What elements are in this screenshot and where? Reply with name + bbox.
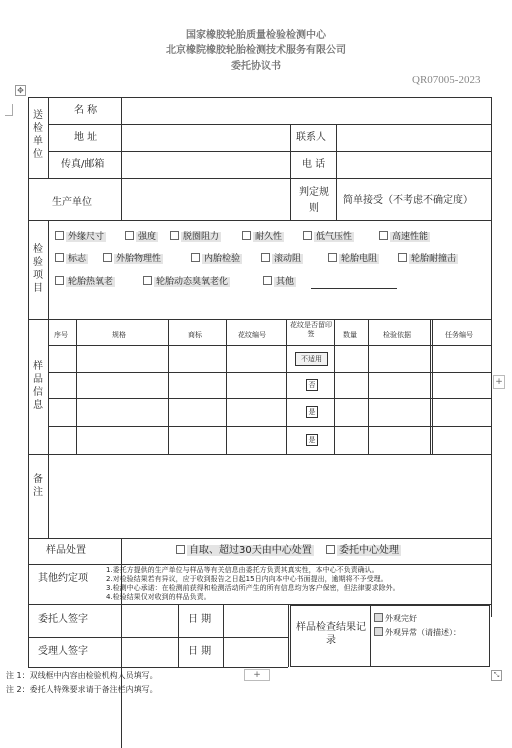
rule-value: 简单接受（不考虑不确定度）	[343, 195, 473, 206]
check-appearance-ok[interactable]: 外观完好	[374, 612, 417, 625]
address-label: 地 址	[74, 132, 98, 143]
other-blank-line	[311, 288, 397, 289]
checkbox[interactable]	[103, 253, 112, 262]
checkbox[interactable]	[125, 231, 134, 240]
receiver-date-label: 日 期	[188, 646, 212, 657]
producer-field[interactable]	[122, 179, 289, 219]
checkbox[interactable]	[326, 545, 335, 554]
doc-code: QR07005-2023	[412, 74, 481, 86]
fax-email-label: 传真/邮箱	[61, 159, 105, 170]
footnote-2: 注 2：委托人特殊要求请于备注栏内填写。	[6, 685, 158, 694]
remarks-field[interactable]	[49, 455, 490, 537]
company-name: 北京橡院橡胶轮胎检测技术服务有限公司	[166, 45, 346, 56]
checkbox[interactable]	[143, 276, 152, 285]
checkbox[interactable]	[263, 276, 272, 285]
remarks-label: 备注	[33, 474, 43, 498]
client-signature-field[interactable]	[122, 605, 177, 636]
checkbox[interactable]	[170, 231, 179, 240]
pattern-not-applicable[interactable]: 不适用	[295, 352, 328, 366]
address-field[interactable]	[122, 125, 289, 150]
producer-label: 生产单位	[52, 197, 92, 208]
col-basis: 检验依据	[383, 331, 411, 339]
other-term-3: 3.检测中心承诺：在检测前获得和检测活动所产生的所有信息均为客户保密，但法律要求除外。	[106, 584, 400, 592]
item-impact[interactable]: 轮胎耐撞击	[398, 253, 458, 266]
add-row-handle[interactable]: +	[244, 669, 270, 681]
checkbox[interactable]	[55, 276, 64, 285]
col-pattern-stamp: 花纹是否留印签	[290, 321, 332, 338]
col-task-no: 任务编号	[445, 331, 473, 339]
disposal-center[interactable]: 委托中心处理	[326, 544, 401, 557]
checkbox[interactable]	[303, 231, 312, 240]
checkbox[interactable]	[242, 231, 251, 240]
checkbox[interactable]	[328, 253, 337, 262]
check-appearance-abnormal[interactable]: 外观异常（请描述）：	[374, 626, 461, 639]
add-column-handle[interactable]: +	[493, 375, 505, 389]
disposal-label: 样品处置	[46, 545, 86, 556]
fax-email-field[interactable]	[122, 152, 289, 177]
item-strength[interactable]: 强度	[125, 231, 158, 244]
name-label: 名 称	[74, 105, 98, 116]
form-title: 委托协议书	[231, 61, 281, 72]
checkbox[interactable]	[374, 613, 383, 622]
checkbox[interactable]	[176, 545, 185, 554]
col-brand: 商标	[188, 331, 202, 339]
other-term-4: 4.检验结果仅对收到的样品负责。	[106, 593, 211, 601]
resize-handle[interactable]: ⤡	[491, 670, 502, 681]
other-terms-label: 其他约定项	[38, 573, 88, 584]
pattern-mark-row3[interactable]: 是	[306, 406, 318, 418]
client-signature-label: 委托人签字	[38, 614, 88, 625]
commission-form	[28, 97, 492, 667]
item-bead-unseating[interactable]: 脱圈阻力	[170, 231, 221, 244]
col-no: 序号	[54, 331, 68, 339]
item-inner-tube[interactable]: 内胎检验	[191, 253, 242, 266]
contact-field[interactable]	[337, 125, 490, 150]
center-name: 国家橡胶轮胎质量检验检测中心	[186, 30, 326, 41]
item-high-speed[interactable]: 高速性能	[379, 231, 430, 244]
footnote-1: 注 1：双线框中内容由检验机构人员填写。	[6, 671, 158, 680]
sample-section-label: 样品信息	[33, 361, 43, 411]
checkbox[interactable]	[374, 627, 383, 636]
checkbox[interactable]	[379, 231, 388, 240]
phone-label: 电 话	[302, 159, 326, 170]
other-term-2: 2.对检验结果若有异议，应于收到报告之日起15日内向本中心书面提出，逾期将不予受理。	[106, 575, 388, 583]
item-other[interactable]: 其他	[263, 276, 296, 289]
crop-mark	[5, 115, 13, 116]
test-items-section-label: 检验项目	[33, 244, 43, 294]
client-date-field[interactable]	[224, 605, 287, 636]
pattern-mark-row2[interactable]: 否	[306, 379, 318, 391]
checkbox[interactable]	[191, 253, 200, 262]
sender-section-label: 送检单位	[33, 110, 43, 160]
disposal-self-pickup[interactable]: 自取、超过30天由中心处置	[176, 544, 314, 557]
name-field[interactable]	[122, 98, 490, 123]
receiver-signature-label: 受理人签字	[38, 646, 88, 657]
col-spec: 规格	[112, 331, 126, 339]
rule-label: 判定规则	[299, 187, 329, 214]
checkbox[interactable]	[55, 231, 64, 240]
other-term-1: 1.委托方提供的生产单位与样品等有关信息由委托方负责其真实性，本中心不负责确认。	[106, 566, 379, 574]
col-pattern-no: 花纹编号	[238, 331, 266, 339]
item-endurance[interactable]: 耐久性	[242, 231, 284, 244]
item-rolling-resistance[interactable]: 滚动阻	[261, 253, 303, 266]
col-quantity: 数量	[343, 331, 357, 339]
item-marking[interactable]: 标志	[55, 253, 88, 266]
receiver-date-field[interactable]	[224, 638, 287, 666]
checkbox[interactable]	[261, 253, 270, 262]
item-physical[interactable]: 外胎物理性	[103, 253, 163, 266]
contact-label: 联系人	[296, 132, 326, 143]
item-thermal-aging[interactable]: 轮胎热氧老	[55, 276, 115, 289]
item-dynamic-ozone[interactable]: 轮胎动态臭氧老化	[143, 276, 230, 289]
pattern-mark-row4[interactable]: 是	[306, 434, 318, 446]
inspection-label: 样品检查结果记录	[296, 622, 366, 646]
item-electrical-resistance[interactable]: 轮胎电阻	[328, 253, 379, 266]
checkbox[interactable]	[398, 253, 407, 262]
receiver-signature-field[interactable]	[122, 638, 177, 666]
phone-field[interactable]	[337, 152, 490, 177]
item-dimension[interactable]: 外缘尺寸	[55, 231, 106, 244]
table-move-handle[interactable]: ✥	[15, 85, 26, 96]
client-date-label: 日 期	[188, 614, 212, 625]
checkbox[interactable]	[55, 253, 64, 262]
item-low-pressure[interactable]: 低气压性	[303, 231, 354, 244]
